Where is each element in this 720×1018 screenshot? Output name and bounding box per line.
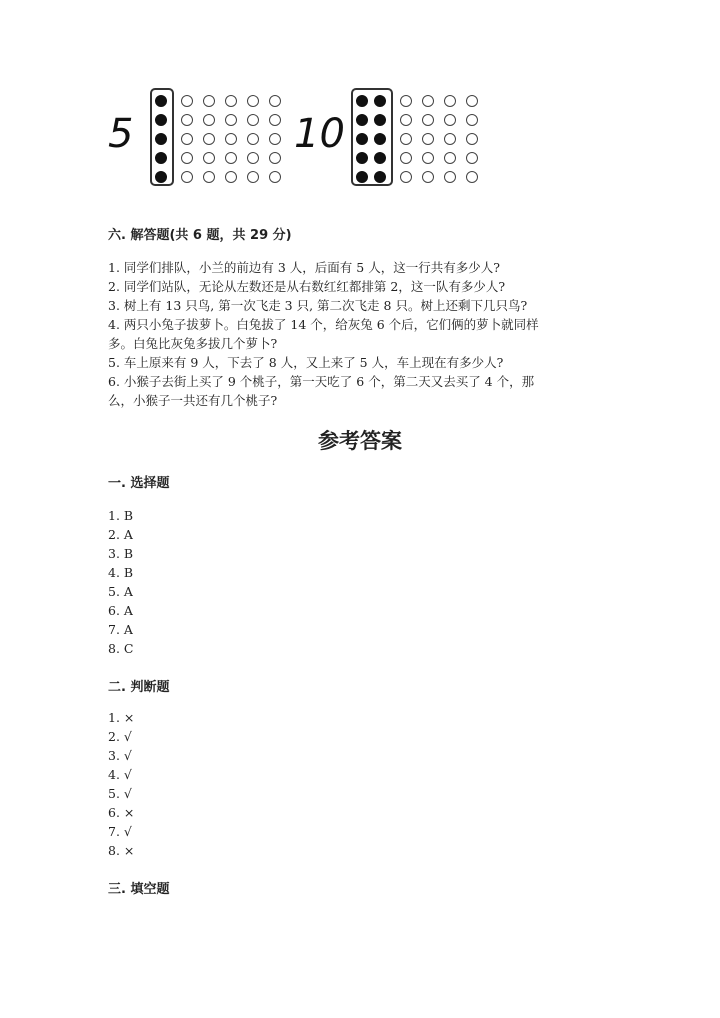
empty-dot (181, 133, 193, 145)
problem-line: 3. 树上有 13 只鸟, 第一次飞走 3 只, 第二次飞走 8 只。树上还剩下几只鸟? (108, 298, 528, 313)
empty-dot (269, 95, 281, 107)
answer-key-title: 参考答案 (318, 429, 402, 453)
filled-dot (356, 95, 368, 107)
answer-item: 7. √ (108, 824, 132, 839)
empty-dot (203, 152, 215, 164)
answer-part2-list (108, 708, 134, 860)
answer-item: 3. √ (108, 748, 132, 763)
problem-line: 4. 两只小兔子拔萝卜。白兔拔了 14 个，给灰兔 6 个后，它们俩的萝卜就同样 (108, 317, 539, 332)
filled-dot (155, 114, 167, 126)
empty-dot (466, 171, 478, 183)
answer-item: 2. A (108, 527, 133, 542)
empty-dot (422, 95, 434, 107)
empty-dot (203, 171, 215, 183)
filled-dot (356, 133, 368, 145)
empty-dot (444, 114, 456, 126)
answer-item: 8. × (108, 843, 135, 858)
empty-dot (181, 171, 193, 183)
empty-dot (400, 95, 412, 107)
empty-dot (269, 133, 281, 145)
empty-dot (422, 152, 434, 164)
filled-dot (374, 114, 386, 126)
empty-dot (247, 152, 259, 164)
empty-dot (247, 114, 259, 126)
empty-dot (225, 95, 237, 107)
empty-dot (247, 95, 259, 107)
filled-dot (155, 133, 167, 145)
problem-line: 多。白兔比灰兔多拔几个萝卜? (108, 336, 278, 351)
ten-frame-figures (104, 86, 494, 186)
empty-dot (225, 171, 237, 183)
problem-line: 5. 车上原来有 9 人，下去了 8 人，又上来了 5 人，车上现在有多少人? (108, 355, 504, 370)
answer-item: 4. B (108, 565, 134, 580)
empty-dot (422, 133, 434, 145)
answer-item: 3. B (108, 546, 134, 561)
empty-dot (225, 152, 237, 164)
empty-dot (400, 171, 412, 183)
problem-line: 2. 同学们站队，无论从左数还是从右数红红都排第 2，这一队有多少人? (108, 279, 506, 294)
empty-dot (247, 133, 259, 145)
answer-item: 2. √ (108, 729, 132, 744)
empty-dot (466, 95, 478, 107)
empty-dot (444, 152, 456, 164)
empty-dot (422, 171, 434, 183)
filled-dot (374, 171, 386, 183)
filled-dot (356, 171, 368, 183)
answer-item: 6. A (108, 603, 133, 618)
empty-dot (225, 133, 237, 145)
empty-dot (466, 133, 478, 145)
filled-dot (356, 152, 368, 164)
filled-dot (374, 133, 386, 145)
empty-dot (444, 171, 456, 183)
answer-item: 8. C (108, 641, 134, 656)
empty-dot (400, 152, 412, 164)
problem-line: 6. 小猴子去街上买了 9 个桃子，第一天吃了 6 个，第二天又去买了 4 个，那 (108, 374, 535, 389)
empty-dot (269, 114, 281, 126)
empty-dot (181, 114, 193, 126)
empty-dot (444, 95, 456, 107)
word-problem-list (108, 258, 608, 410)
answer-item: 4. √ (108, 767, 132, 782)
empty-dot (203, 133, 215, 145)
empty-dot (422, 114, 434, 126)
answer-item: 1. B (108, 508, 134, 523)
answer-item: 1. × (108, 710, 135, 725)
filled-dot (155, 152, 167, 164)
problem-line: 么，小猴子一共还有几个桃子? (108, 393, 278, 408)
empty-dot (400, 114, 412, 126)
filled-dot (374, 95, 386, 107)
empty-dot (181, 152, 193, 164)
empty-dot (269, 171, 281, 183)
empty-dot (269, 152, 281, 164)
numeral-five: 5 (108, 111, 134, 157)
answer-part3-heading: 三. 填空题 (108, 882, 170, 897)
answer-part1-heading: 一. 选择题 (108, 476, 170, 491)
empty-dot (181, 95, 193, 107)
empty-dot (444, 133, 456, 145)
answer-part1-list (108, 506, 133, 658)
filled-dot (155, 95, 167, 107)
answer-item: 7. A (108, 622, 133, 637)
filled-dot (374, 152, 386, 164)
numeral-ten: 10 (294, 111, 345, 157)
answer-item: 5. √ (108, 786, 132, 801)
empty-dot (247, 171, 259, 183)
empty-dot (400, 133, 412, 145)
problem-line: 1. 同学们排队，小兰的前边有 3 人，后面有 5 人，这一行共有多少人? (108, 260, 500, 275)
answer-item: 5. A (108, 584, 133, 599)
section-six-heading: 六. 解答题(共 6 题，共 29 分) (108, 228, 292, 243)
answer-item: 6. × (108, 805, 135, 820)
empty-dot (225, 114, 237, 126)
empty-dot (466, 114, 478, 126)
filled-dot (356, 114, 368, 126)
filled-dot (155, 171, 167, 183)
empty-dot (203, 114, 215, 126)
empty-dot (203, 95, 215, 107)
answer-part2-heading: 二. 判断题 (108, 680, 170, 695)
empty-dot (466, 152, 478, 164)
